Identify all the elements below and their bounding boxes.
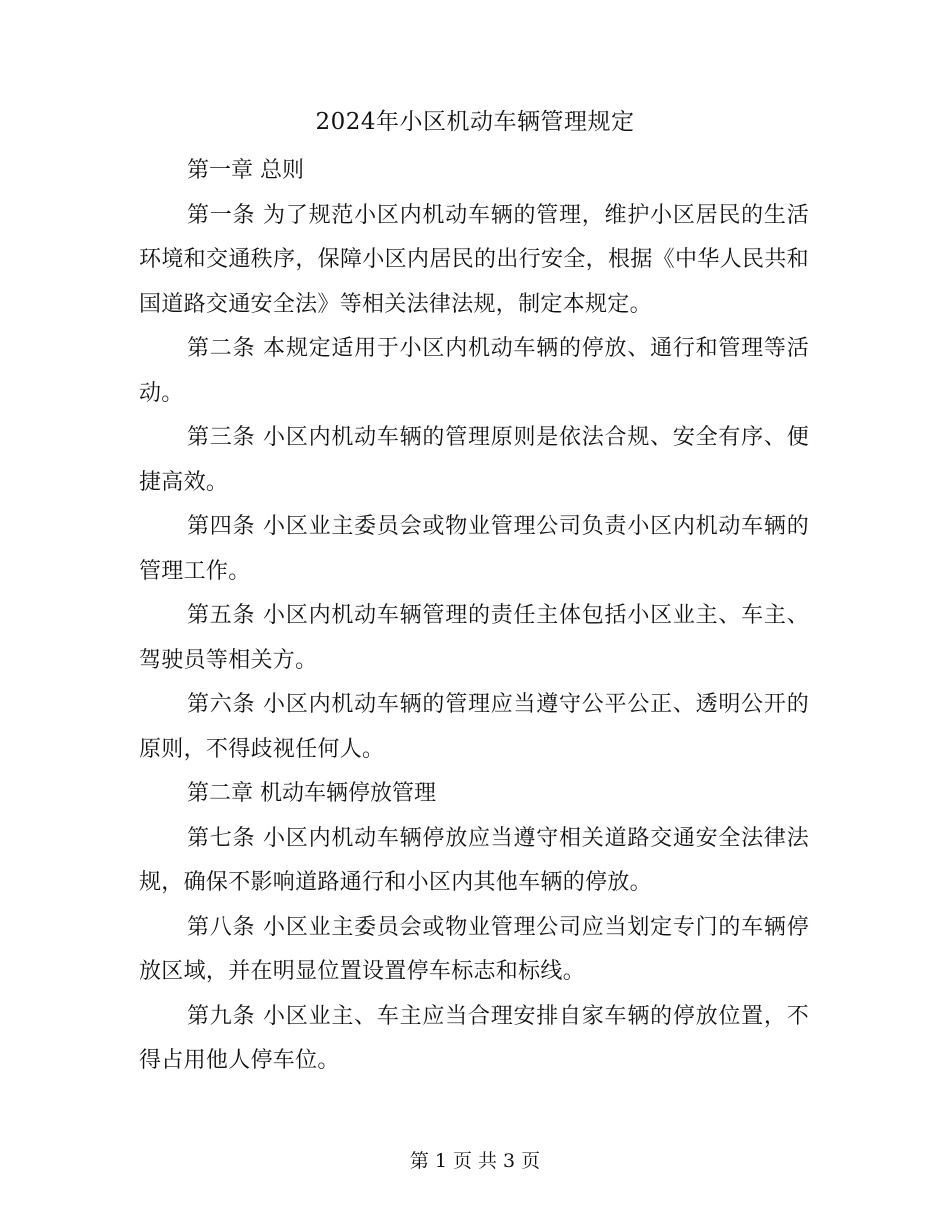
article-paragraph: 第二条 本规定适用于小区内机动车辆的停放、通行和管理等活动。 xyxy=(139,336,809,406)
article-paragraph: 第七条 小区内机动车辆停放应当遵守相关道路交通安全法律法规，确保不影响道路通行和小区内其他车辆的停放。 xyxy=(139,825,809,895)
article-paragraph: 第三条 小区内机动车辆的管理原则是依法合规、安全有序、便捷高效。 xyxy=(139,425,809,495)
article-paragraph: 第九条 小区业主、车主应当合理安排自家车辆的停放位置，不得占用他人停车位。 xyxy=(139,1003,809,1073)
chapter-heading: 第一章 总则 xyxy=(187,158,304,183)
article-paragraph: 第六条 小区内机动车辆的管理应当遵守公平公正、透明公开的原则，不得歧视任何人。 xyxy=(139,692,809,762)
article-paragraph: 第八条 小区业主委员会或物业管理公司应当划定专门的车辆停放区域，并在明显位置设置停车标志和标线。 xyxy=(139,914,809,984)
article-paragraph: 第一条 为了规范小区内机动车辆的管理，维护小区居民的生活环境和交通秩序，保障小区内居民的出行安全，根据《中华人民共和国道路交通安全法》等相关法律法规，制定本规定。 xyxy=(139,202,809,317)
article-paragraph: 第五条 小区内机动车辆管理的责任主体包括小区业主、车主、驾驶员等相关方。 xyxy=(139,603,809,673)
page-number-footer: 第 1 页 共 3 页 xyxy=(409,1150,541,1172)
article-paragraph: 第四条 小区业主委员会或物业管理公司负责小区内机动车辆的管理工作。 xyxy=(139,514,809,584)
document-body xyxy=(139,149,809,1084)
chapter-heading: 第二章 机动车辆停放管理 xyxy=(187,781,436,806)
document-title: 2024年小区机动车辆管理规定 xyxy=(315,109,635,135)
